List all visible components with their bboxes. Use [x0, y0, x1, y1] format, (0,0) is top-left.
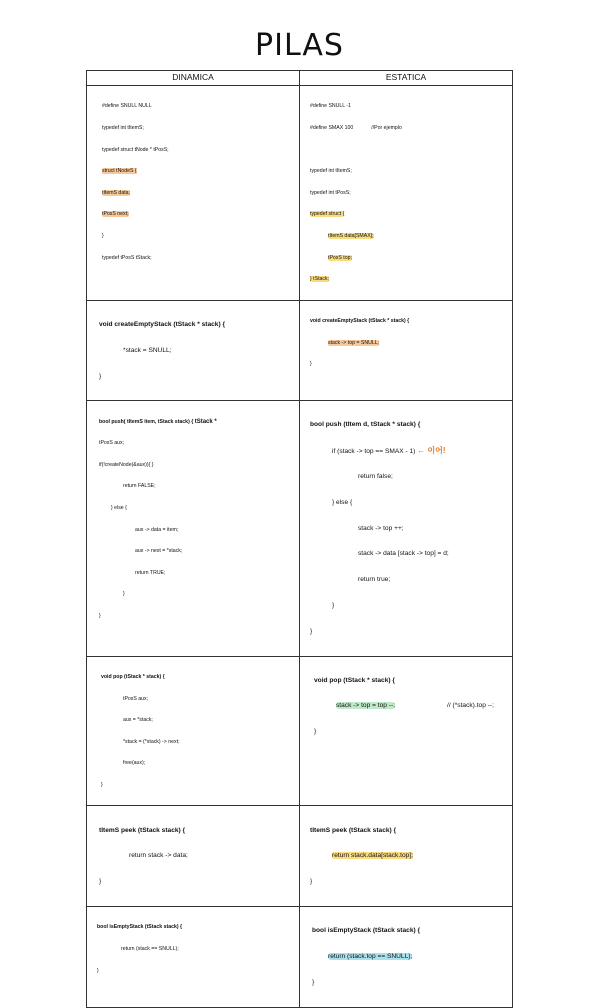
- pop-dinamica-code: [87, 660, 299, 804]
- types-estatica-cell: [300, 86, 513, 301]
- code-line: stack -> data [stack -> top] = d;: [358, 550, 449, 558]
- pop-row: [87, 656, 513, 806]
- push-dinamica-code: [87, 404, 299, 634]
- highlighted-code-line: tPosS top;: [328, 254, 352, 261]
- code-line: void createEmptyStack (tStack * stack) {: [310, 318, 410, 325]
- code-line: }: [99, 878, 102, 886]
- code-line: }: [310, 361, 312, 368]
- code-comment: // (*stack).top --;: [447, 702, 494, 710]
- pop-estatica-code: [300, 660, 512, 755]
- code-line: typedef tPosS tStack;: [102, 254, 152, 261]
- code-line: bool isEmptyStack (tStack stack) {: [312, 927, 421, 935]
- code-line: }: [332, 601, 335, 609]
- highlighted-code-line: tItemS data;: [102, 189, 130, 196]
- types-dinamica-cell: [87, 86, 300, 301]
- types-dinamica-code: [87, 89, 299, 276]
- code-line: }: [101, 781, 103, 788]
- create-estatica-code: [300, 304, 512, 383]
- highlighted-code-line: return stack.data[stack.top];: [332, 852, 413, 860]
- code-line: #define SNULL NULL: [102, 103, 152, 110]
- highlighted-code-line: tPosS next;: [102, 211, 129, 218]
- code-line: }: [310, 627, 313, 635]
- code-line: }: [97, 967, 99, 974]
- code-line: #define SMAX 100: [310, 125, 354, 131]
- code-line: }: [310, 878, 313, 886]
- header-row: [87, 71, 513, 86]
- code-comment: //Por ejemplo: [371, 125, 402, 131]
- create-dinamica-cell: [87, 300, 300, 401]
- pop-dinamica-cell: [87, 656, 300, 806]
- highlighted-code-line: stack -> top = SNULL;: [328, 339, 380, 346]
- code-line: }: [102, 232, 104, 239]
- code-line: *stack = SNULL;: [123, 346, 172, 354]
- create-estatica-cell: [300, 300, 513, 401]
- code-line: } else {: [332, 498, 353, 506]
- isempty-estatica-code: [300, 910, 512, 1005]
- highlighted-code-line: return (stack.top == SNULL);: [328, 952, 413, 960]
- handwritten-note: ← 이어!: [417, 446, 446, 456]
- peek-dinamica-cell: [87, 806, 300, 907]
- code-line: }: [123, 591, 125, 598]
- handwritten-annotation: tStack *: [194, 418, 217, 425]
- code-line: tPosS aux;: [99, 440, 125, 447]
- code-line: bool isEmptyStack (tStack stack) {: [97, 924, 183, 931]
- isempty-dinamica-cell: [87, 907, 300, 1008]
- create-row: [87, 300, 513, 401]
- code-line: if(!createNode(&aux)){ }: [99, 461, 154, 468]
- highlighted-code-line: } tStack;: [310, 276, 330, 283]
- header-dinamica: DINAMICA: [87, 71, 300, 86]
- code-line: return TRUE;: [135, 569, 166, 576]
- page-title: PILAS: [255, 28, 344, 63]
- code-line: *stack = (*stack) -> next;: [123, 738, 180, 745]
- code-line: } else {: [111, 505, 127, 512]
- code-line: #define SNULL -1: [310, 103, 352, 110]
- peek-dinamica-code: [87, 809, 299, 904]
- highlighted-code-line: stack -> top = top --;: [336, 702, 396, 710]
- header-estatica: ESTATICA: [300, 71, 513, 86]
- types-row: [87, 86, 513, 301]
- code-line: bool push (tItem d, tStack * stack) {: [310, 421, 421, 429]
- highlighted-code-line: struct tNodeS {: [102, 168, 137, 175]
- pop-estatica-cell: [300, 656, 513, 806]
- isempty-dinamica-code: [87, 910, 299, 989]
- code-line: typedef struct tNode * tPosS;: [102, 146, 169, 153]
- code-line: aux -> next = *stack;: [135, 548, 183, 555]
- code-line: return FALSE;: [123, 483, 156, 490]
- peek-estatica-cell: [300, 806, 513, 907]
- code-line: void createEmptyStack (tStack * stack) {: [99, 320, 226, 328]
- highlighted-code-line: tItemS data[SMAX];: [328, 232, 374, 239]
- code-line: typedef int tItemS;: [102, 125, 144, 131]
- code-line: return true;: [358, 576, 391, 584]
- code-line: typedef int tPosS;: [310, 189, 351, 196]
- code-line: aux = *stack;: [123, 717, 153, 724]
- push-estatica-cell: [300, 401, 513, 656]
- push-row: [87, 401, 513, 656]
- code-line: }: [314, 728, 317, 736]
- push-estatica-code: [300, 404, 512, 653]
- code-line: }: [99, 613, 101, 620]
- code-line: free(aux);: [123, 760, 146, 767]
- push-dinamica-cell: [87, 401, 300, 656]
- code-line: typedef int tItemS;: [310, 168, 352, 175]
- code-line: return (stack == SNULL);: [121, 946, 179, 952]
- code-line: stack -> top ++;: [358, 524, 404, 532]
- highlighted-code-line: typedef struct {: [310, 211, 345, 218]
- code-line: if (stack -> top == SMAX - 1): [332, 448, 416, 456]
- isempty-estatica-cell: [300, 907, 513, 1008]
- stack-comparison-table: [86, 70, 513, 1008]
- code-line: }: [312, 978, 315, 986]
- code-line: void pop (tStack * stack) {: [314, 676, 395, 684]
- peek-row: [87, 806, 513, 907]
- code-line: void pop (tStack * stack) {: [101, 673, 165, 680]
- code-line: }: [99, 372, 102, 380]
- code-line: tPosS aux;: [123, 695, 149, 702]
- types-estatica-code: [300, 89, 512, 298]
- code-line: return stack -> data;: [129, 852, 188, 860]
- code-line: aux -> data = item;: [135, 526, 179, 533]
- code-line: return false;: [358, 473, 393, 481]
- create-dinamica-code: [87, 304, 299, 399]
- code-line: bool push( tItemS item, tStack stack) {: [99, 418, 194, 425]
- isempty-row: [87, 907, 513, 1008]
- code-line: tItemS peek (tStack stack) {: [99, 826, 186, 834]
- code-line: tItemS peek (tStack stack) {: [310, 826, 397, 834]
- peek-estatica-code: [300, 809, 512, 904]
